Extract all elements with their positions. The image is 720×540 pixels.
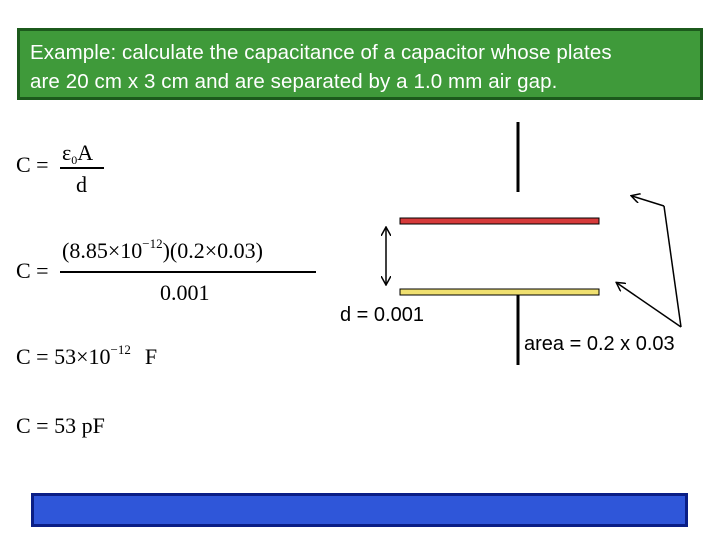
eq2-lhs: C = bbox=[16, 258, 49, 283]
eq3-expression: $C = 53\times 10^{-12}$ F bbox=[16, 342, 158, 369]
eq2-denominator: 0.001 bbox=[160, 280, 210, 305]
bottom-plate bbox=[400, 289, 599, 295]
eq2-numerator: $(8.85\times 10^{-12})(0.2\times 0.03)$ bbox=[62, 236, 263, 263]
eq1-numerator: $\varepsilon_0A$ bbox=[62, 140, 94, 167]
title-line-2: are 20 cm x 3 cm and are separated by a 1.0 mm air gap. bbox=[30, 70, 558, 93]
area-label: area = 0.2 x 0.03 bbox=[524, 333, 675, 355]
top-plate bbox=[400, 218, 599, 224]
area-arrow-bottom bbox=[617, 283, 681, 327]
title-line-1: Example: calculate the capacitance of a capacitor whose plates bbox=[30, 41, 612, 64]
answer-box bbox=[31, 493, 688, 527]
eq1-denominator: d bbox=[76, 172, 87, 197]
area-arrow-top bbox=[632, 196, 664, 206]
separation-label: d = 0.001 bbox=[340, 304, 424, 326]
eq1-lhs: C = bbox=[16, 152, 49, 177]
area-arrow-vertical bbox=[664, 206, 681, 327]
eq4-expression: C = 53 pF bbox=[16, 413, 105, 438]
